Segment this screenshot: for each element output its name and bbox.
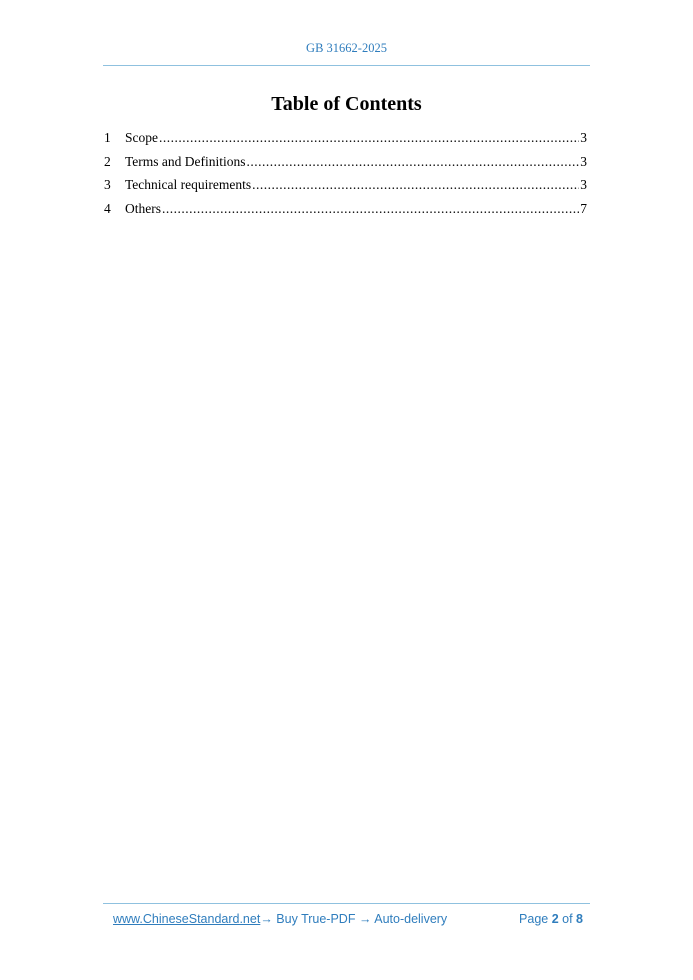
toc-dot-leader xyxy=(159,130,579,146)
page-label: Page xyxy=(519,912,552,926)
toc-entry-page: 3 xyxy=(580,153,587,169)
toc-entry-page: 7 xyxy=(580,200,587,216)
toc-entry-number: 2 xyxy=(104,153,111,169)
footer xyxy=(113,912,583,926)
toc-dot-leader xyxy=(252,177,579,193)
toc-entry-number: 3 xyxy=(104,177,111,192)
toc-entry-others[interactable] xyxy=(104,201,587,225)
of-label: of xyxy=(558,912,577,926)
toc-entry-page: 3 xyxy=(580,130,587,145)
toc-entry-label: Technical requirements xyxy=(125,177,252,192)
auto-delivery-text: → Auto-delivery xyxy=(358,912,448,926)
page-current: 2 xyxy=(551,912,559,926)
toc-entry-label: Scope xyxy=(125,130,158,145)
toc-entry-terms[interactable] xyxy=(104,154,587,178)
page-total: 8 xyxy=(576,912,583,926)
toc-entry-number: 1 xyxy=(104,130,111,145)
toc-entry-scope[interactable] xyxy=(104,130,587,154)
header-divider xyxy=(103,65,590,66)
toc-entry-page: 3 xyxy=(580,177,587,192)
footer-divider xyxy=(103,903,590,904)
toc-list xyxy=(104,130,587,224)
toc-dot-leader xyxy=(247,154,580,170)
toc-dot-leader xyxy=(162,201,579,217)
website-link[interactable]: www.ChineseStandard.net xyxy=(113,912,261,926)
toc-entry-technical[interactable] xyxy=(104,177,587,201)
buy-pdf-text: → Buy True-PDF xyxy=(260,912,359,926)
toc-entry-label: Others xyxy=(125,200,161,216)
header-title: GB 31662-2025 xyxy=(306,41,387,55)
toc-entry-number: 4 xyxy=(104,200,111,216)
toc-title: Table of Contents xyxy=(271,93,422,115)
toc-entry-label: Terms and Definitions xyxy=(125,153,246,169)
